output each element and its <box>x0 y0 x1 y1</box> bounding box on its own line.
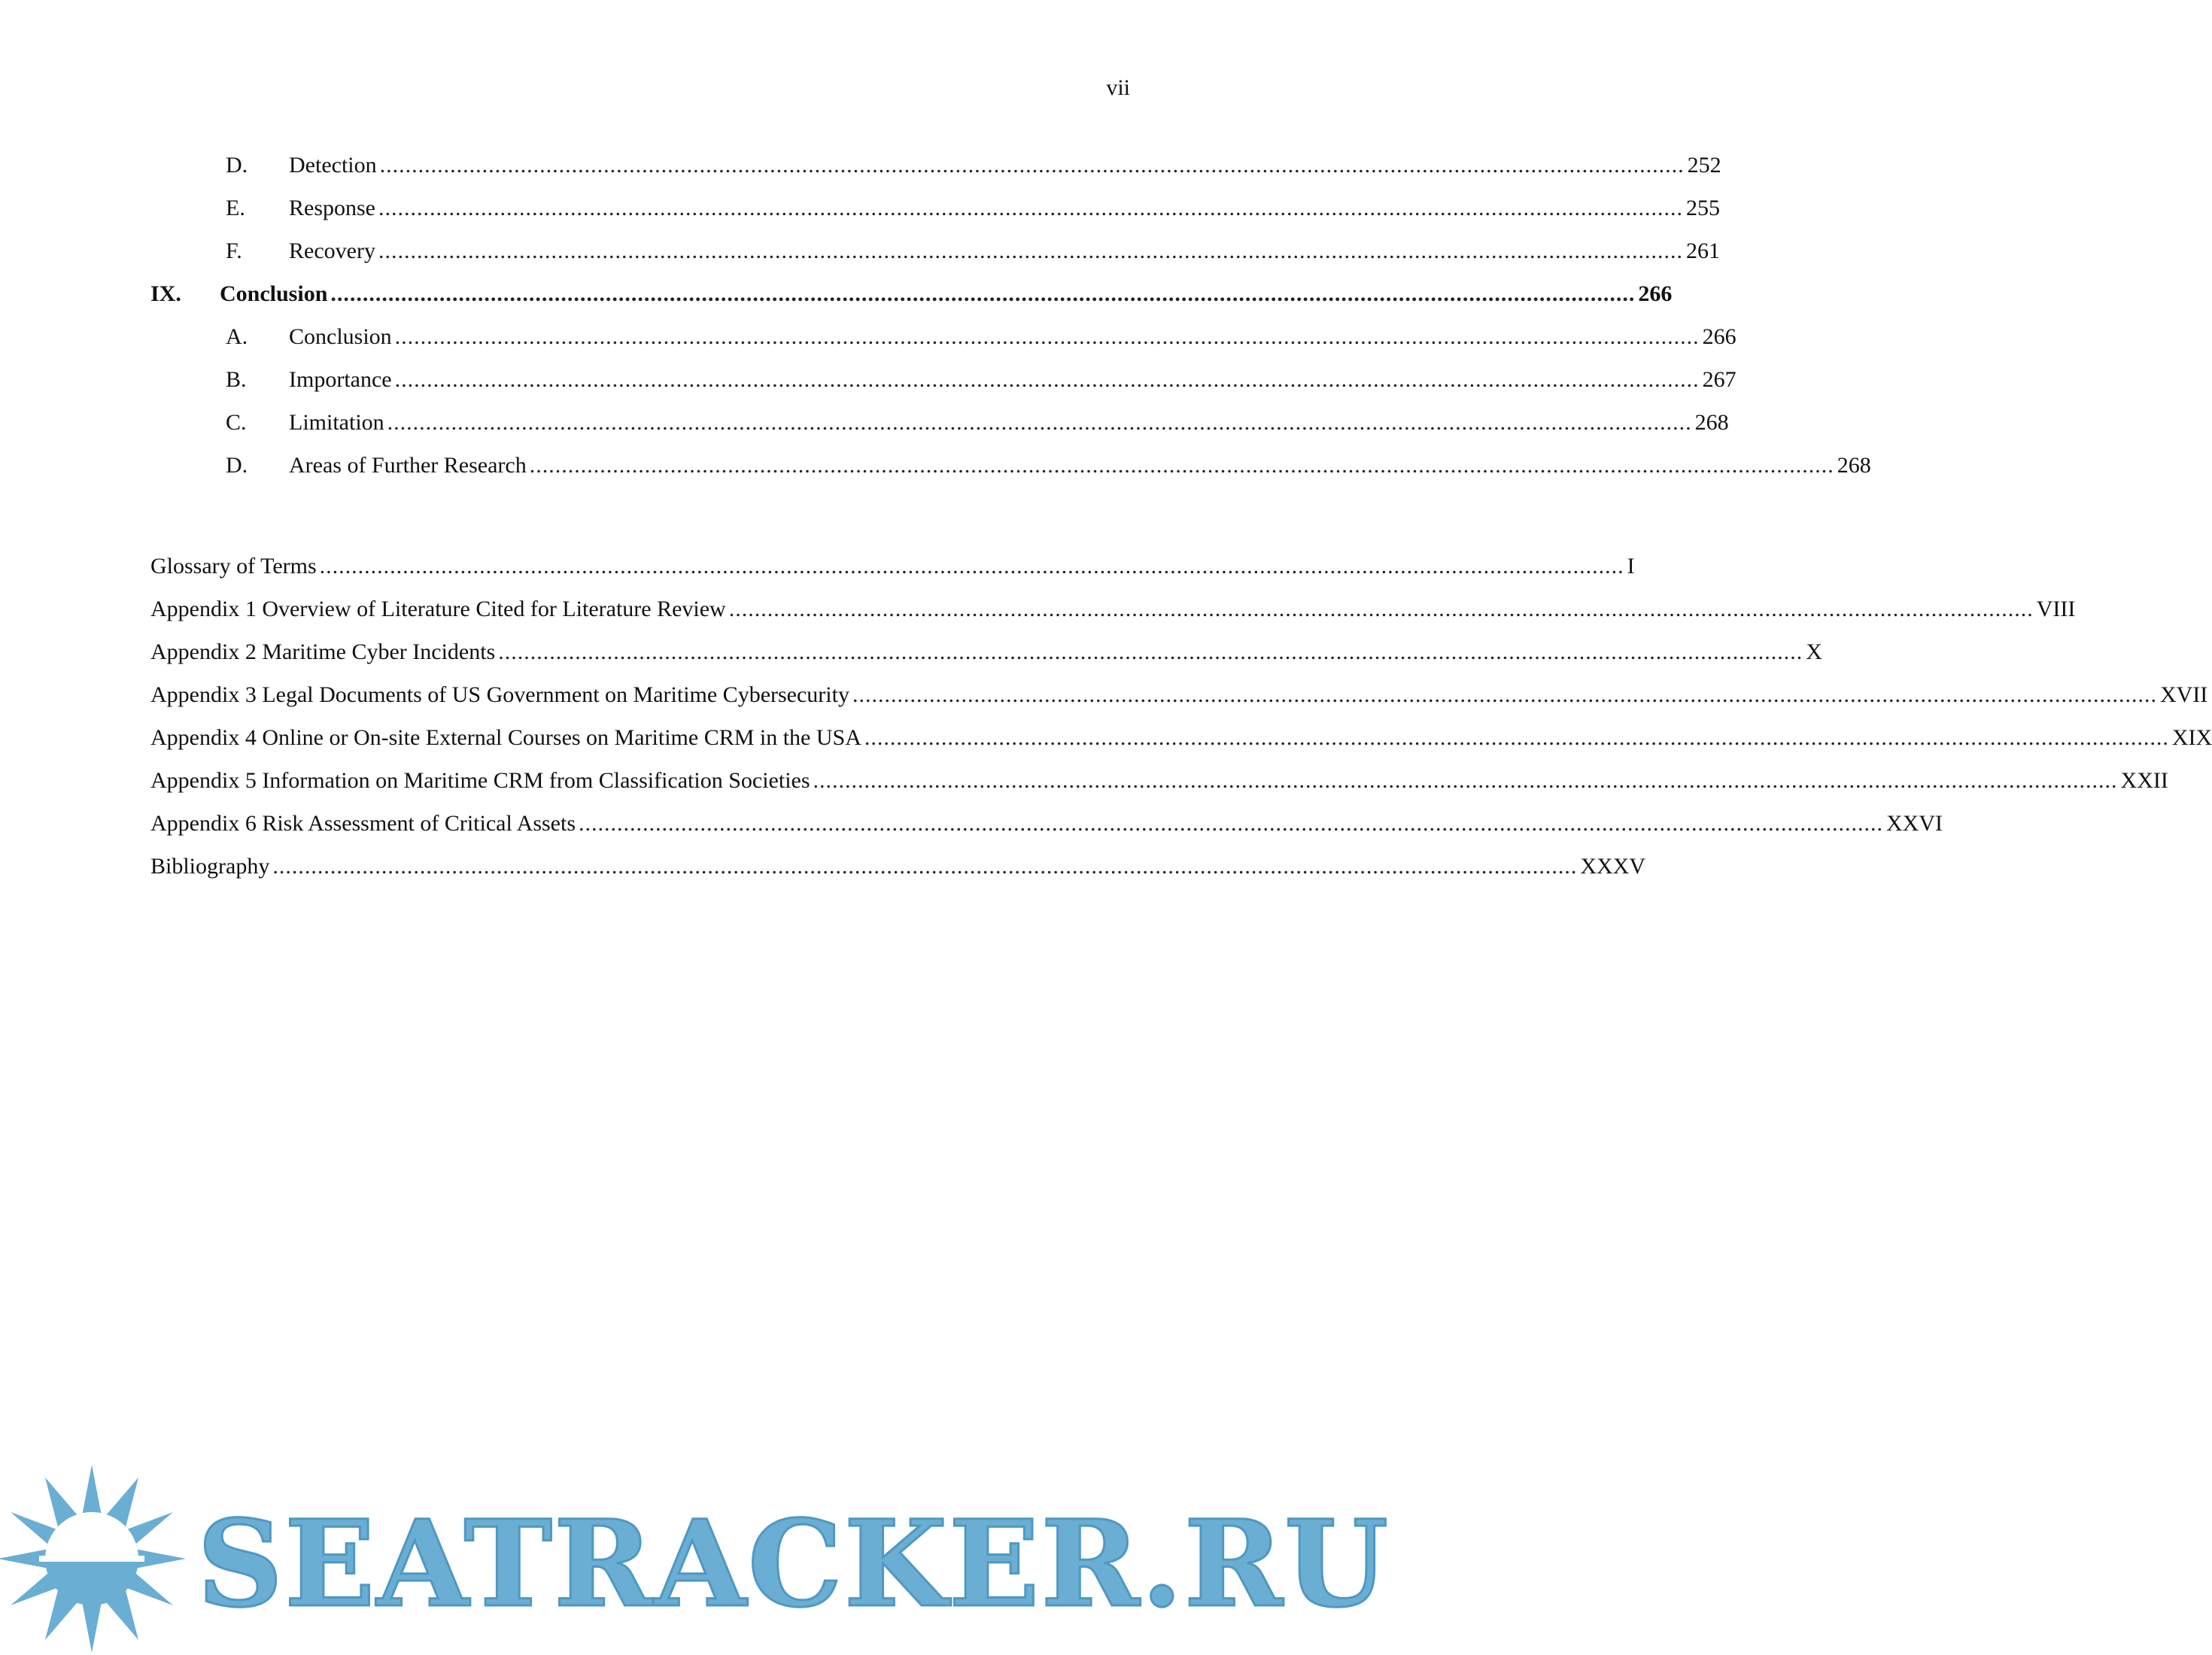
dot-leader: ............................................................................................................................................................................................................ <box>864 725 2169 750</box>
toc-entry-title: Appendix 5 Information on Maritime CRM from Classification Societies <box>150 768 810 793</box>
toc-entry-label <box>150 408 384 438</box>
toc-entry-number: D. <box>226 153 248 178</box>
toc-entry-page: 268 <box>1694 410 1729 435</box>
toc-entry-label <box>150 193 375 223</box>
toc-entry-page: I <box>1627 554 1635 578</box>
toc-entry-page: 266 <box>1702 324 1736 349</box>
toc-entry-appendix-6[interactable] <box>150 809 1943 839</box>
dot-leader: ............................................................................................................................................................................................................ <box>852 682 2157 707</box>
dot-leader: ............................................................................................................................................................................................................ <box>394 324 1700 349</box>
dot-leader: ............................................................................................................................................................................................................ <box>330 281 1636 306</box>
table-of-contents <box>150 0 2212 903</box>
watermark-text: SEATRACKER.RU <box>197 1495 1390 1634</box>
toc-entry-title: Bibliography <box>150 854 270 879</box>
toc-entry-page: XIX <box>2171 725 2212 750</box>
toc-entry-number: F. <box>226 238 242 263</box>
toc-entry-title: Recovery <box>289 238 375 263</box>
toc-entry-page: 266 <box>1638 281 1673 306</box>
toc-entry-page: VIII <box>2036 597 2076 621</box>
toc-entry-conclusion[interactable] <box>150 322 1736 352</box>
toc-entry-number: C. <box>226 410 247 435</box>
dot-leader: ............................................................................................................................................................................................................ <box>813 768 2118 793</box>
toc-entry-page: 261 <box>1685 238 1720 263</box>
dot-leader: ............................................................................................................................................................................................................ <box>498 639 1803 664</box>
toc-entry-title: Importance <box>289 367 392 392</box>
toc-entry-title: Detection <box>289 153 377 178</box>
toc-entry-limitation[interactable] <box>150 408 1729 438</box>
toc-entry-number: B. <box>226 367 247 392</box>
toc-entry-label <box>150 150 377 181</box>
toc-entry-number: D. <box>226 453 248 478</box>
toc-entry-title: Appendix 1 Overview of Literature Cited for Literature Review <box>150 597 726 621</box>
toc-entry-label <box>150 322 392 352</box>
dot-leader: ............................................................................................................................................................................................................ <box>272 854 1578 879</box>
dot-leader: ............................................................................................................................................................................................................ <box>394 367 1700 392</box>
toc-entry-label <box>150 279 327 309</box>
toc-entry-page: X <box>1806 639 1822 664</box>
toc-entry-appendix-1[interactable] <box>150 594 2076 624</box>
toc-entry-appendix-4[interactable] <box>150 723 2212 753</box>
toc-entry-title: Appendix 4 Online or On-site External Courses on Maritime CRM in the USA <box>150 725 861 750</box>
sun-icon <box>0 1465 186 1653</box>
toc-entry-page: 268 <box>1837 453 1871 478</box>
toc-entry-appendix-5[interactable] <box>150 766 2168 796</box>
toc-entry-title: Areas of Further Research <box>289 453 527 478</box>
toc-entry-title: Conclusion <box>220 281 328 306</box>
dot-leader: ............................................................................................................................................................................................................ <box>728 597 2034 621</box>
toc-entry-label <box>150 451 527 481</box>
toc-entry-page: XXVI <box>1886 811 1943 836</box>
dot-leader: ............................................................................................................................................................................................................ <box>529 453 1834 478</box>
dot-leader: ............................................................................................................................................................................................................ <box>379 153 1685 178</box>
toc-entry-label <box>150 365 392 395</box>
dot-leader: ............................................................................................................................................................................................................ <box>319 554 1624 578</box>
toc-entry-appendix-3[interactable] <box>150 680 2208 710</box>
dot-leader: ............................................................................................................................................................................................................ <box>387 410 1692 435</box>
toc-entry-number: A. <box>226 324 248 349</box>
toc-entry-page: 252 <box>1687 153 1721 178</box>
toc-entry-title: Response <box>289 196 375 220</box>
toc-entry-recovery[interactable] <box>150 236 1720 266</box>
toc-entry-page: 267 <box>1702 367 1736 392</box>
toc-entry-page: 255 <box>1686 196 1720 220</box>
toc-entry-detection[interactable] <box>150 150 1721 181</box>
toc-entry-response[interactable] <box>150 193 1720 223</box>
toc-entry-page: XVII <box>2159 682 2208 707</box>
dot-leader: ............................................................................................................................................................................................................ <box>378 238 1683 263</box>
toc-entry-page: XXII <box>2120 768 2168 793</box>
toc-entry-title: Appendix 3 Legal Documents of US Government on Maritime Cybersecurity <box>150 682 849 707</box>
toc-entry-further-research[interactable] <box>150 451 1871 481</box>
toc-entry-glossary[interactable] <box>150 551 1635 582</box>
toc-entry-chapter-conclusion[interactable] <box>150 279 1673 309</box>
page-number: vii <box>1106 75 1130 100</box>
toc-entry-label <box>150 236 375 266</box>
toc-entry-importance[interactable] <box>150 365 1736 395</box>
toc-entry-title: Glossary of Terms <box>150 554 317 578</box>
toc-entry-title: Limitation <box>289 410 384 435</box>
toc-entry-number: E. <box>226 196 245 220</box>
toc-entry-appendix-2[interactable] <box>150 637 1822 667</box>
dot-leader: ............................................................................................................................................................................................................ <box>579 811 1883 836</box>
toc-entry-bibliography[interactable] <box>150 852 1645 882</box>
toc-entry-title: Appendix 6 Risk Assessment of Critical Assets <box>150 811 576 836</box>
toc-entry-title: Appendix 2 Maritime Cyber Incidents <box>150 639 496 664</box>
toc-entry-page: XXXV <box>1580 854 1645 879</box>
dot-leader: ............................................................................................................................................................................................................ <box>378 196 1683 220</box>
toc-entry-title: Conclusion <box>289 324 392 349</box>
toc-entry-number: IX. <box>150 281 181 306</box>
